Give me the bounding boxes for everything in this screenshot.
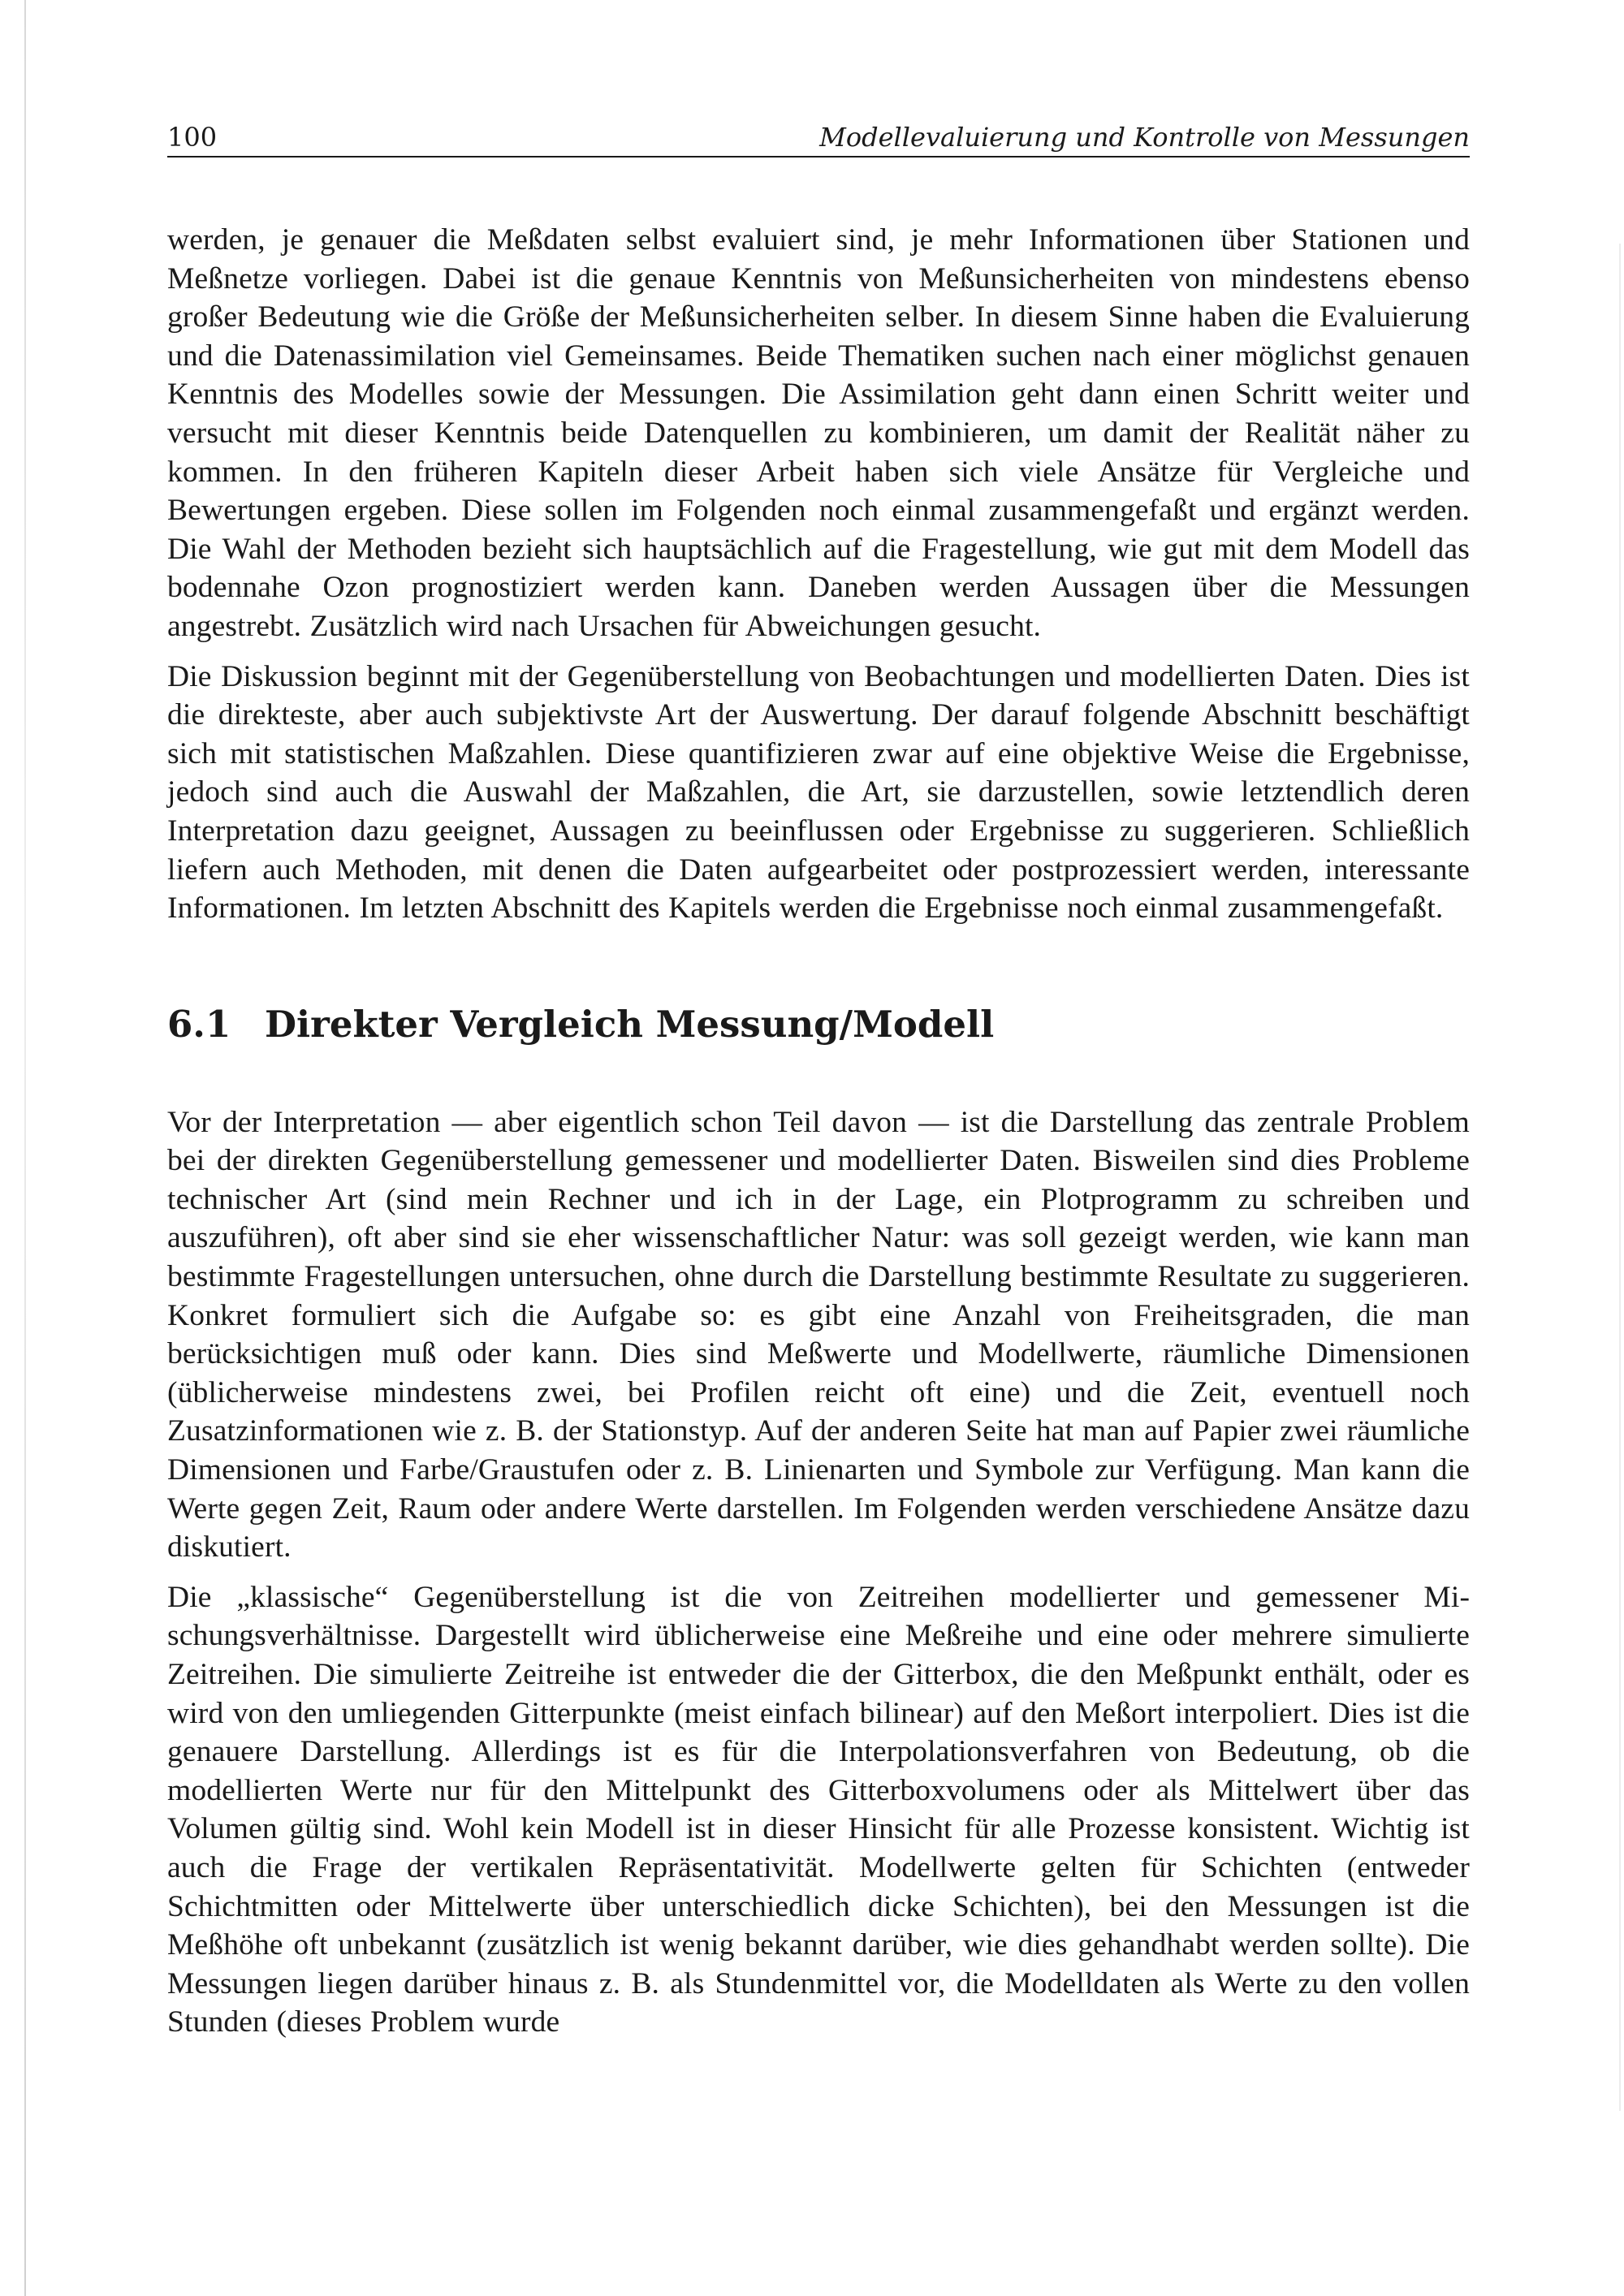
section-heading (167, 1003, 1470, 1047)
paragraph: Die Diskussion beginnt mit der Gegenüberstellung von Beobachtungen und modellierten Daten. Dies ist die direkteste, aber auch subjektivste Art der Auswertung. Der darauf folgende Abschnitt beschäftigt sich mit statistischen Maßzahlen. Diese quantifizieren zwar auf eine objektive Weise die Ergebnisse, jedoch sind auch die Auswahl der Maßzahlen, die Art, sie darzustellen, sowie letztendlich deren Interpretation dazu geeignet, Aussagen zu beeinflussen oder Ergebnisse zu suggerieren. Schließlich liefern auch Methoden, mit denen die Daten aufgearbeitet oder postprozessiert werden, interessante Informationen. Im letzten Abschnitt des Kapitels werden die Ergebnisse noch einmal zusammengefaßt. (167, 659, 1470, 926)
scan-edge-left (24, 0, 26, 2296)
paragraph: Die „klassische“ Gegenüberstellung ist die von Zeitreihen modellierter und gemessener Mischungsverhältnisse. Dargestellt wird üblicherweise eine Meßreihe und eine oder mehrere simulierte Zeitreihen. Die simulierte Zeitreihe ist entweder die der Gitterbox, die den Meßpunkt enthält, oder es wird von den umliegenden Gitterpunkte (meist einfach bilinear) auf den Meßort interpoliert. Dies ist die genauere Darstellung. Allerdings ist es für die Interpolationsverfahren von Bedeutung, ob die modellierten Werte nur für den Mittelpunkt des Gitterboxvolumens oder als Mittelwert über das Volumen gültig sind. Wohl kein Modell ist in dieser Hinsicht für alle Prozesse konsistent. Wichtig ist auch die Frage der vertikalen Repräsentativität. Modellwerte gelten für Schichten (entweder Schichtmitten oder Mittelwerte über unterschiedlich dicke Schichten), bei den Messungen ist die Meßhöhe oft unbekannt (zusätzlich ist wenig bekannt darüber, wie dies gehandhabt werden sollte). Die Messungen liegen darüber hinaus z. B. als Stundenmittel vor, die Modelldaten als Werte zu den vollen Stunden (dieses Problem wurde (167, 1580, 1470, 2039)
running-title: Modellevaluierung und Kontrolle von Messungen (819, 122, 1470, 153)
section-title: Direkter Vergleich Messung/Modell (265, 1002, 995, 1046)
scan-edge-right (1619, 244, 1621, 2111)
section-number: 6.1 (167, 1002, 231, 1046)
paragraph: werden, je genauer die Meßdaten selbst evaluiert sind, je mehr Informationen über Stationen und Meßnetze vorliegen. Dabei ist die genaue Kenntnis von Meßunsicherheiten von mindestens ebenso großer Bedeutung wie die Größe der Meßunsicherheiten selber. In diesem Sinne haben die Evaluierung und die Datenassimilation viel Gemeinsames. Beide Thematiken suchen nach einer möglichst genauen Kenntnis des Modelles sowie der Messungen. Die Assimilation geht dann einen Schritt weiter und versucht mit dieser Kenntnis beide Datenquellen zu kombinieren, um damit der Realität näher zu kommen. In den früheren Kapiteln dieser Arbeit haben sich viele Ansätze für Vergleiche und Bewertungen ergeben. Diese sollen im Folgenden noch einmal zusammengefaßt und ergänzt werden. Die Wahl der Methoden bezieht sich hauptsächlich auf die Fragestellung, wie gut mit dem Modell das bodennahe Ozon prognostiziert werden kann. Daneben werden Aussagen über die Messungen angestrebt. Zusätzlich wird nach Ursachen für Abweichungen gesucht. (167, 223, 1470, 643)
page-number: 100 (167, 122, 218, 153)
page-body (167, 221, 1470, 2042)
paragraph: Vor der Interpretation — aber eigentlich schon Teil davon — ist die Darstellung das zentrale Problem bei der direkten Gegenüberstellung gemessener und modellierter Daten. Bisweilen sind dies Probleme technischer Art (sind mein Rechner und ich in der Lage, ein Plotprogramm zu schreiben und auszuführen), oft aber sind sie eher wissenschaftlicher Natur: was soll gezeigt werden, wie kann man bestimmte Fragestellungen untersuchen, ohne durch die Darstellung bestimmte Resultate zu suggerieren. Konkret formuliert sich die Aufgabe so: es gibt eine Anzahl von Freiheitsgraden, die man berücksichtigen muß oder kann. Dies sind Meßwerte und Modellwerte, räumliche Dimensionen (üblicherweise mindestens zwei, bei Profilen reicht oft eine) und die Zeit, eventuell noch Zusatzinformationen wie z. B. der Stationstyp. Auf der anderen Seite hat man auf Papier zwei räumliche Dimensionen und Farbe/Graustufen oder z. B. Linienarten und Symbole zur Verfügung. Man kann die Werte gegen Zeit, Raum oder andere Werte darstellen. Im Folgenden werden verschiedene Ansätze dazu diskutiert. (167, 1105, 1470, 1564)
running-header (167, 122, 1470, 158)
page (167, 122, 1470, 2053)
